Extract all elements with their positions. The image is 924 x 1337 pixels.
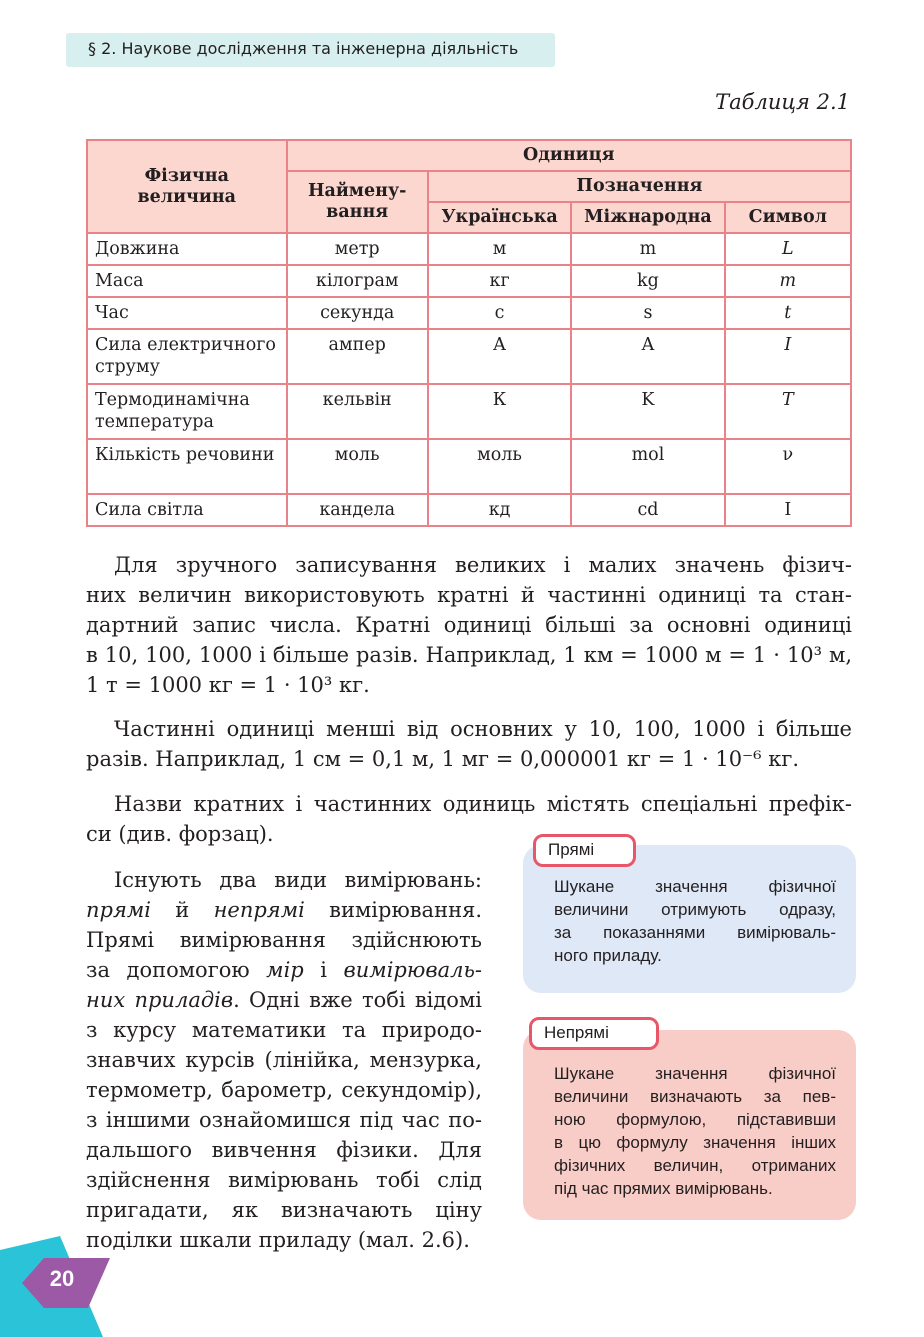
text-line: за допомогою мір і вимірюваль- bbox=[86, 958, 482, 982]
table-row bbox=[87, 265, 851, 297]
direct-measurement-text bbox=[554, 875, 836, 967]
section-header-bar bbox=[66, 33, 555, 67]
paragraph-2: Частинні одиниці менші від основних у 10, 100, 1000 і більше разів. Наприклад, 1 см = 0,1 м, 1 мг = 0,000001 кг = 1 · 10⁻⁶ кг. bbox=[86, 717, 852, 771]
header-name bbox=[287, 171, 428, 233]
cell-symbol: t bbox=[725, 297, 851, 329]
table-row bbox=[87, 297, 851, 329]
box-text-line: ного приладу. bbox=[554, 946, 662, 965]
cell-quantity: Сила світла bbox=[87, 494, 287, 526]
units-table bbox=[86, 139, 852, 527]
table-row bbox=[87, 439, 851, 494]
paragraph-1: Для зручного записування великих і малих значень фізич- них величин використовують кратні й частинні одиниці та стан- дартний запис числа. Кратні одиниці більші за основні одиниці в 10, 100, 1000 і більше разів. Наприклад, 1 км = 1000 м = 1 · 10³ м, 1 т = 1000 кг = 1 · 10³ кг. bbox=[86, 553, 852, 697]
box-text-line: ною формулою, підставивши bbox=[554, 1110, 836, 1129]
cell-quantity: Сила електричного струму bbox=[87, 329, 287, 384]
text-line: них приладів. Одні вже тобі відомі bbox=[86, 988, 482, 1012]
cell-quantity: Маса bbox=[87, 265, 287, 297]
cell-ukrainian: А bbox=[428, 329, 571, 384]
table-row bbox=[87, 233, 851, 265]
cell-international: A bbox=[571, 329, 724, 384]
text-line: Існують два види вимірювань: bbox=[114, 868, 482, 892]
cell-ukrainian: м bbox=[428, 233, 571, 265]
text-line: прямі й непрямі вимірювання. bbox=[86, 898, 482, 922]
cell-international: K bbox=[571, 384, 724, 439]
cell-quantity: Термодинамічна температура bbox=[87, 384, 287, 439]
table-row bbox=[87, 329, 851, 384]
section-title: § 2. Наукове дослідження та інженерна діяльність bbox=[88, 39, 519, 58]
header-ukrainian: Українська bbox=[428, 202, 571, 233]
cell-unit-name: кілограм bbox=[287, 265, 428, 297]
cell-symbol: T bbox=[725, 384, 851, 439]
header-international: Міжнародна bbox=[571, 202, 724, 233]
box-text-line: в цю формулу значення інших bbox=[554, 1133, 836, 1152]
cell-ukrainian: моль bbox=[428, 439, 571, 494]
header-symbol: Символ bbox=[725, 202, 851, 233]
header-unit: Одиниця bbox=[287, 140, 851, 171]
cell-ukrainian: кд bbox=[428, 494, 571, 526]
table-caption: Таблиця 2.1 bbox=[715, 90, 850, 114]
box-text-line: величини отримують одразу, bbox=[554, 900, 836, 919]
header-name-text: Наймену- вання bbox=[307, 181, 407, 222]
cell-international: kg bbox=[571, 265, 724, 297]
page-number: 20 bbox=[49, 1266, 75, 1291]
cell-symbol: ν bbox=[725, 439, 851, 494]
box-text-line: під час прямих вимірювань. bbox=[554, 1179, 773, 1198]
cell-quantity: Кількість речовини bbox=[87, 439, 287, 494]
box-text-line: Шукане значення фізичної bbox=[554, 1064, 836, 1083]
cell-unit-name: моль bbox=[287, 439, 428, 494]
cell-symbol: L bbox=[725, 233, 851, 265]
indirect-measurement-tag: Непрямі bbox=[529, 1017, 659, 1050]
text-line: пригадати, як визначають ціну bbox=[86, 1198, 482, 1222]
cell-unit-name: метр bbox=[287, 233, 428, 265]
cell-symbol: m bbox=[725, 265, 851, 297]
box-text-line: Шукане значення фізичної bbox=[554, 877, 836, 896]
cell-international: m bbox=[571, 233, 724, 265]
indirect-measurement-text bbox=[554, 1062, 836, 1200]
box-text-line: за показаннями вимірюваль- bbox=[554, 923, 836, 942]
cell-symbol: I bbox=[725, 329, 851, 384]
cell-ukrainian: с bbox=[428, 297, 571, 329]
cell-unit-name: кандела bbox=[287, 494, 428, 526]
header-quantity: Фізична величина bbox=[87, 140, 287, 233]
header-designation: Позначення bbox=[428, 171, 851, 202]
cell-ukrainian: кг bbox=[428, 265, 571, 297]
cell-ukrainian: К bbox=[428, 384, 571, 439]
cell-international: s bbox=[571, 297, 724, 329]
text-line: з курсу математики та природо- bbox=[86, 1018, 482, 1042]
cell-quantity: Час bbox=[87, 297, 287, 329]
paragraph-3: Назви кратних і частинних одиниць містять спеціальні префік- си (див. форзац). bbox=[86, 792, 852, 846]
cell-international: mol bbox=[571, 439, 724, 494]
text-line: Прямі вимірювання здійснюють bbox=[86, 928, 482, 952]
text-line: з іншими ознайомишся під час по- bbox=[86, 1108, 482, 1132]
cell-international: cd bbox=[571, 494, 724, 526]
cell-symbol: I bbox=[725, 494, 851, 526]
box-text-line: величини визначають за пев- bbox=[554, 1087, 836, 1106]
cell-unit-name: ампер bbox=[287, 329, 428, 384]
text-line: термометр, барометр, секундомір), bbox=[86, 1078, 482, 1102]
table-row bbox=[87, 494, 851, 526]
direct-measurement-tag: Прямі bbox=[533, 834, 636, 867]
box-text-line: фізичних величин, отриманих bbox=[554, 1156, 836, 1175]
paragraph-4 bbox=[86, 865, 482, 1255]
cell-unit-name: кельвін bbox=[287, 384, 428, 439]
text-line: знавчих курсів (лінійка, мензурка, bbox=[86, 1048, 482, 1072]
text-line: здійснення вимірювань тобі слід bbox=[86, 1168, 482, 1192]
text-line: поділки шкали приладу (мал. 2.6). bbox=[86, 1228, 470, 1252]
cell-unit-name: секунда bbox=[287, 297, 428, 329]
cell-quantity: Довжина bbox=[87, 233, 287, 265]
text-line: дальшого вивчення фізики. Для bbox=[86, 1138, 482, 1162]
table-row bbox=[87, 384, 851, 439]
